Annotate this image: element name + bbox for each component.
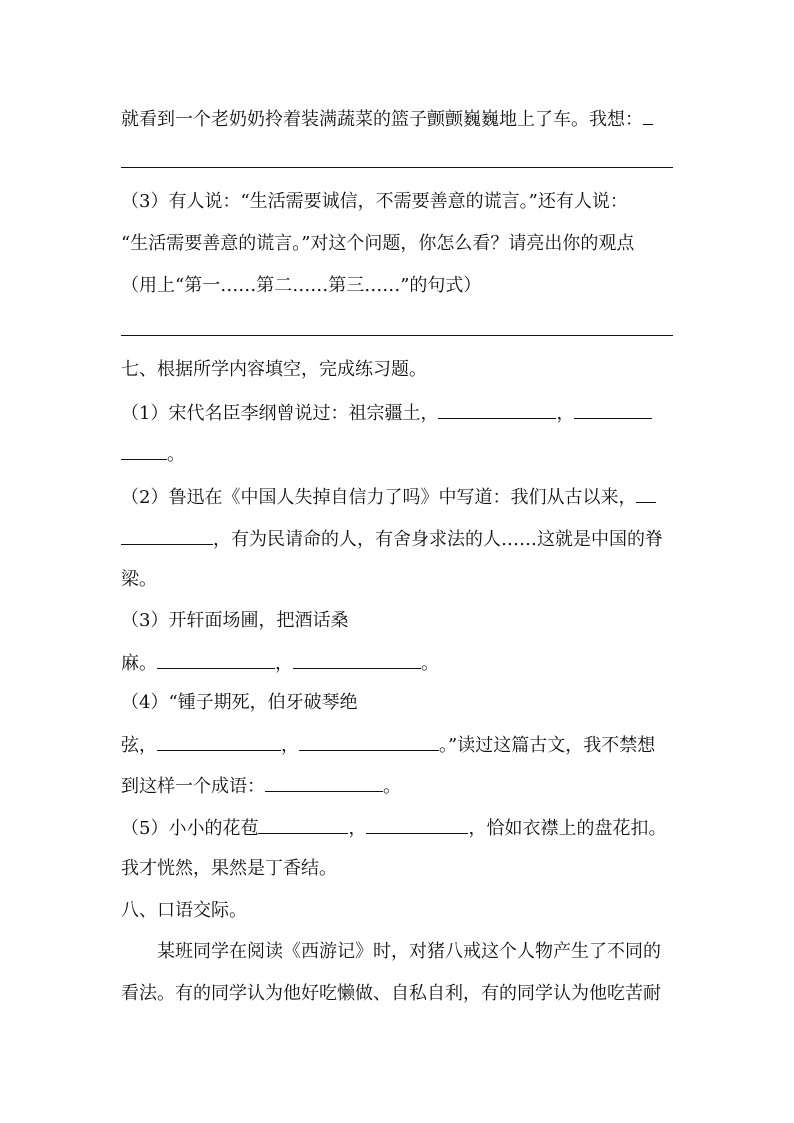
answer-line[interactable]: [121, 335, 673, 336]
question-line: （3）开轩面场圃，把酒话桑: [121, 610, 349, 631]
question-line: 梁。: [121, 569, 157, 590]
answer-blank[interactable]: [366, 815, 468, 834]
answer-blank[interactable]: [636, 484, 656, 503]
separator: ，: [556, 403, 575, 424]
question-text: （5）小小的花苞: [121, 818, 259, 839]
question-line: （3）有人说：“生活需要诚信，不需要善意的谎言。”还有人说：: [121, 191, 628, 212]
question-line: [121, 732, 655, 758]
question-text: 到这样一个成语：: [121, 776, 265, 797]
answer-blank[interactable]: [438, 400, 556, 419]
question-text: （1）宋代名臣李纲曾说过：祖宗疆土，: [121, 403, 439, 424]
separator: 。: [167, 444, 185, 465]
answer-blank[interactable]: [258, 815, 348, 834]
separator: ，: [348, 818, 367, 839]
section-heading: 八、口语交际。: [121, 900, 247, 921]
answer-blank[interactable]: [265, 773, 383, 792]
answer-blank[interactable]: [157, 732, 281, 751]
question-line: “生活需要善意的谎言。”对这个问题，你怎么看？请亮出你的观点: [121, 233, 635, 254]
question-line: [121, 815, 666, 841]
separator: ，: [281, 735, 299, 756]
answer-blank[interactable]: [299, 732, 439, 751]
question-line: [121, 484, 656, 510]
question-line: [121, 526, 663, 552]
question-text: 麻。: [121, 653, 157, 674]
paragraph-text: 就看到一个老奶奶拎着装满蔬菜的篮子颤颤巍巍地上了车。我想：: [121, 109, 643, 130]
answer-blank[interactable]: [121, 441, 167, 460]
question-text: ，有为民请命的人，有舍身求法的人……这就是中国的脊: [213, 529, 663, 550]
answer-blank[interactable]: [574, 400, 652, 419]
question-line: [121, 773, 401, 799]
answer-blank[interactable]: [121, 526, 213, 545]
question-line: [121, 441, 185, 467]
answer-blank[interactable]: [157, 650, 275, 669]
separator: ，: [275, 653, 293, 674]
question-line: [121, 650, 439, 676]
question-text: ，恰如衣襟上的盘花扣。: [468, 818, 667, 839]
answer-blank[interactable]: [643, 106, 653, 125]
separator: 。: [421, 653, 439, 674]
question-text: 弦，: [121, 735, 157, 756]
answer-blank[interactable]: [293, 650, 421, 669]
question-line: （4）“锺子期死，伯牙破琴绝: [121, 692, 358, 713]
answer-line[interactable]: [121, 167, 673, 168]
question-text: （2）鲁迅在《中国人失掉自信力了吗》中写道：我们从古以来，: [121, 487, 637, 508]
question-line: 我才恍然，果然是丁香结。: [121, 858, 337, 879]
paragraph-line: 看法。有的同学认为他好吃懒做、自私自利，有的同学认为他吃苦耐: [121, 983, 661, 1004]
question-line: （用上“第一……第二……第三……”的句式）: [121, 275, 482, 296]
separator: 。: [383, 776, 401, 797]
question-text: 。”读过这篇古文，我不禁想: [439, 735, 656, 756]
paragraph-line: 某班同学在阅读《西游记》时，对猪八戒这个人物产生了不同的: [157, 941, 661, 962]
question-line: [121, 400, 652, 426]
paragraph-line: [121, 106, 653, 132]
section-heading: 七、根据所学内容填空，完成练习题。: [121, 359, 427, 380]
